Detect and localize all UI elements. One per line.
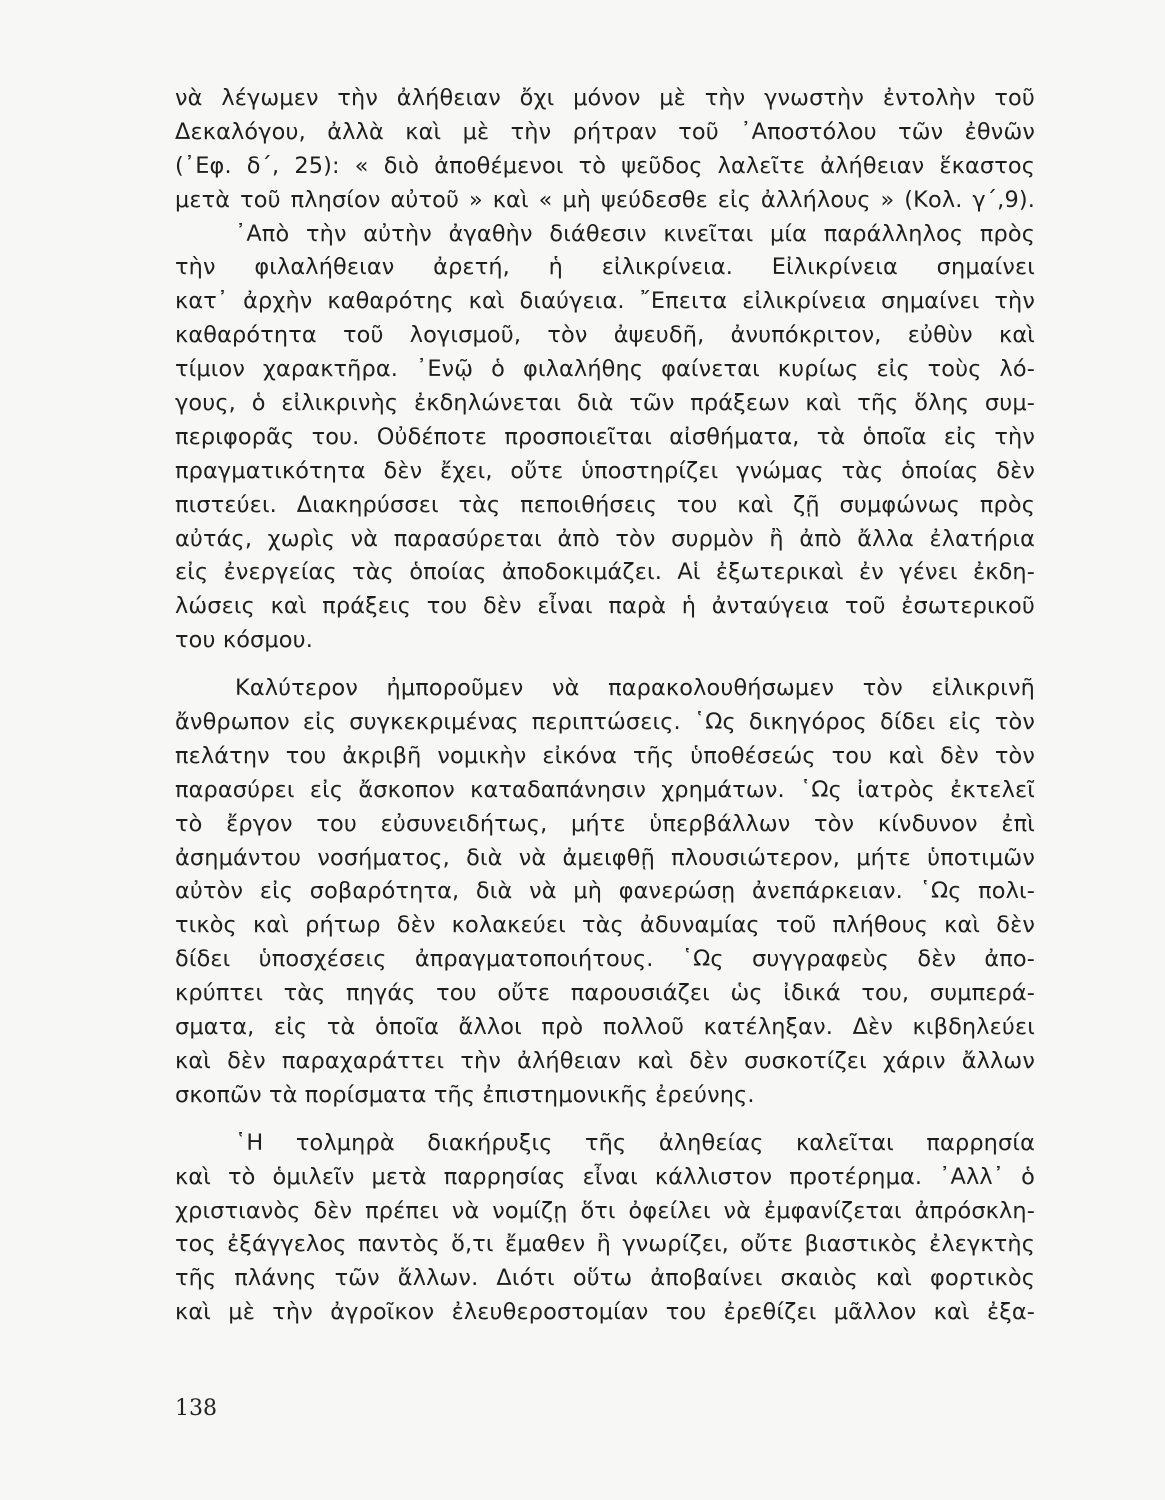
text-line: τῆς πλάνης τῶν ἄλλων. Διότι οὕτω ἀποβαίνει σκαιὸς καὶ φορτικὸς bbox=[175, 1265, 1035, 1292]
text-line: νὰ λέγωμεν τὴν ἀλήθειαν ὄχι μόνον μὲ τὴν γνωστὴν ἐντολὴν τοῦ bbox=[175, 85, 1035, 111]
body-text bbox=[175, 82, 1035, 1330]
text-line: του κόσμου. bbox=[175, 627, 314, 654]
paragraph-gap bbox=[175, 658, 1035, 672]
paragraph-gap bbox=[175, 1113, 1035, 1127]
text-line: τος ἐξάγγελος παντὸς ὅ,τι ἔμαθεν ἢ γνωρίζει, οὔτε βιαστικὸς ἐλεγκτὴς bbox=[175, 1231, 1035, 1258]
text-line: πραγματικότητα δὲν ἔχει, οὔτε ὑποστηρίζει γνώμας τὰς ὁποίας δὲν bbox=[175, 457, 1035, 484]
text-line: καὶ δὲν παραχαράττει τὴν ἀλήθειαν καὶ δὲν συσκοτίζει χάριν ἄλλων bbox=[175, 1047, 1035, 1074]
text-line: γους, ὁ εἰλικρινὴς ἐκδηλώνεται διὰ τῶν πράξεων καὶ τῆς ὅλης συμ- bbox=[175, 390, 1035, 417]
text-line: λώσεις καὶ πράξεις του δὲν εἶναι παρὰ ἡ ἀνταύγεια τοῦ ἐσωτερικοῦ bbox=[175, 593, 1035, 620]
text-line: καὶ τὸ ὁμιλεῖν μετὰ παρρησίας εἶναι κάλλιστον προτέρημα. ᾿Αλλ᾿ ὁ bbox=[175, 1163, 1035, 1190]
text-line: Καλύτερον ἠμποροῦμεν νὰ παρακολουθήσωμεν τὸν εἰλικρινῆ bbox=[235, 675, 1035, 702]
text-line: εἰς ἐνεργείας τὰς ὁποίας ἀποδοκιμάζει. Αἱ ἐξωτερικαὶ ἐν γένει ἐκδη- bbox=[175, 559, 1035, 586]
text-line: σματα, εἰς τὰ ὁποῖα ἄλλοι πρὸ πολλοῦ κατέληξαν. Δὲν κιβδηλεύει bbox=[175, 1014, 1035, 1041]
text-line: τὸ ἔργον του εὐσυνειδήτως, μήτε ὑπερβάλλων τὸν κίνδυνον ἐπὶ bbox=[175, 810, 1035, 837]
text-line: πελάτην του ἀκριβῆ νομικὴν εἰκόνα τῆς ὑποθέσεώς του καὶ δὲν τὸν bbox=[175, 742, 1035, 769]
text-line: τικὸς καὶ ρήτωρ δὲν κολακεύει τὰς ἀδυναμίας τοῦ πλήθους καὶ δὲν bbox=[175, 912, 1035, 939]
text-line: ἀσημάντου νοσήματος, διὰ νὰ ἀμειφθῇ πλουσιώτερον, μήτε ὑποτιμῶν bbox=[175, 844, 1035, 871]
text-line: σκοπῶν τὰ πορίσματα τῆς ἐπιστημονικῆς ἐρεύνης. bbox=[175, 1081, 755, 1108]
text-line: χριστιανὸς δὲν πρέπει νὰ νομίζῃ ὅτι ὀφείλει νὰ ἐμφανίζεται ἀπρόσκλη- bbox=[175, 1197, 1035, 1224]
text-line: παρασύρει εἰς ἄσκοπον καταδαπάνησιν χρημάτων. ῾Ως ἰατρὸς ἐκτελεῖ bbox=[175, 776, 1035, 803]
text-line: πιστεύει. Διακηρύσσει τὰς πεποιθήσεις του καὶ ζῇ συμφώνως πρὸς bbox=[175, 491, 1035, 518]
text-line: ῾Η τολμηρὰ διακήρυξις τῆς ἀληθείας καλεῖται παρρησία bbox=[235, 1129, 1035, 1156]
text-line: καὶ μὲ τὴν ἀγροῖκον ἐλευθεροστομίαν του ἐρεθίζει μᾶλλον καὶ ἐξα- bbox=[175, 1299, 1035, 1326]
text-line: (᾿Εφ. δ΄, 25): « διὸ ἀποθέμενοι τὸ ψεῦδος λαλεῖτε ἀλήθειαν ἕκαστος bbox=[175, 152, 1035, 179]
text-line: αὐτάς, χωρὶς νὰ παρασύρεται ἀπὸ τὸν συρμὸν ἢ ἀπὸ ἄλλα ἐλατήρια bbox=[175, 525, 1035, 552]
text-line: τίμιον χαρακτῆρα. ᾿Ενῷ ὁ φιλαλήθης φαίνεται κυρίως εἰς τοὺς λό- bbox=[175, 356, 1035, 383]
page-number: 138 bbox=[175, 1396, 217, 1421]
text-line: τὴν φιλαλήθειαν ἀρετή, ἡ εἰλικρίνεια. Εἰλικρίνεια σημαίνει bbox=[175, 254, 1035, 281]
text-line: περιφορᾶς του. Οὐδέποτε προσποιεῖται αἰσθήματα, τὰ ὁποῖα εἰς τὴν bbox=[175, 423, 1035, 450]
text-line: ἄνθρωπον εἰς συγκεκριμένας περιπτώσεις. ῾Ως δικηγόρος δίδει εἰς τὸν bbox=[175, 709, 1035, 736]
text-line: ᾿Απὸ τὴν αὐτὴν ἀγαθὴν διάθεσιν κινεῖται μία παράλληλος πρὸς bbox=[235, 220, 1035, 247]
text-line: Δεκαλόγου, ἀλλὰ καὶ μὲ τὴν ρήτραν τοῦ ᾿Αποστόλου τῶν ἐθνῶν bbox=[175, 118, 1035, 145]
text-line: κρύπτει τὰς πηγάς του οὔτε παρουσιάζει ὡς ἰδικά του, συμπερά- bbox=[175, 980, 1035, 1007]
text-line: μετὰ τοῦ πλησίον αὐτοῦ » καὶ « μὴ ψεύδεσθε εἰς ἀλλήλους » (Κολ. γ΄,9). bbox=[175, 186, 1035, 213]
text-line: δίδει ὑποσχέσεις ἀπραγματοποιήτους. ῾Ως συγγραφεὺς δὲν ἀπο- bbox=[175, 946, 1035, 973]
text-line: καθαρότητα τοῦ λογισμοῦ, τὸν ἀψευδῆ, ἀνυπόκριτον, εὐθὺν καὶ bbox=[175, 322, 1035, 349]
text-line: αὐτὸν εἰς σοβαρότητα, διὰ νὰ μὴ φανερώσῃ ἀνεπάρκειαν. ῾Ως πολι- bbox=[175, 878, 1035, 905]
text-line: κατ᾿ ἀρχὴν καθαρότης καὶ διαύγεια. ῎Επειτα εἰλικρίνεια σημαίνει τὴν bbox=[175, 288, 1035, 315]
